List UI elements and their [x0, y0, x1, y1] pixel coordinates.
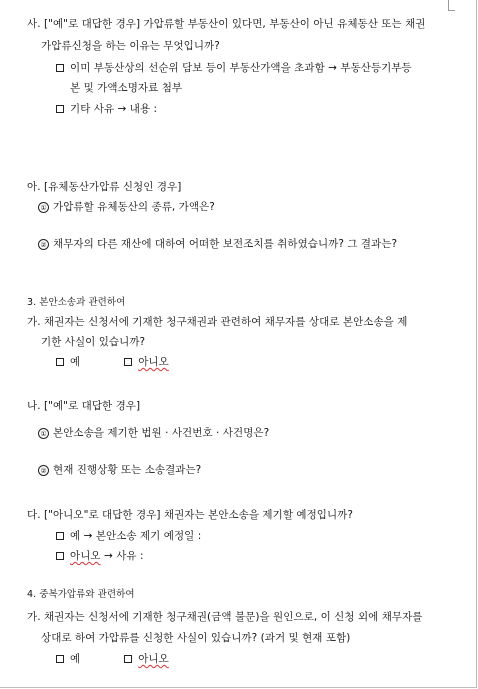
question-4-ga-line1: 가. 채권자는 신청서에 기재한 청구채권(금액 불문)을 원인으로, 이 신청 외에 채무자를	[27, 611, 423, 623]
question-3-na-item1-text: 본안소송을 제기한 법원 · 사건번호 · 사건명은?	[53, 427, 270, 439]
option-senior-security-label: 이미 부동산상의 선순위 담보 등이 부동산가액을 초과함 → 부동산등기부등	[70, 62, 412, 74]
checkbox-no-reason[interactable]	[56, 552, 64, 560]
label-no: 아니오	[138, 356, 169, 368]
checkbox-senior-security[interactable]	[56, 64, 64, 72]
checkbox-yes[interactable]	[56, 655, 64, 663]
label-no: 아니오	[138, 653, 169, 665]
option-other-reason	[56, 102, 157, 116]
circled-number-1: ①	[38, 428, 49, 439]
question-3-na: 나. ["예"로 대답한 경우]	[27, 400, 141, 412]
question-3-ga-line1: 가. 채권자는 신청서에 기재한 청구채권과 관련하여 채무자를 상대로 본안소송을 제	[27, 316, 408, 328]
question-3-na-item2-text: 현재 진행상황 또는 소송결과는?	[53, 464, 202, 476]
checkbox-yes-planned[interactable]	[56, 532, 64, 540]
circled-number-2: ②	[38, 465, 49, 476]
page-corner-marker	[448, 0, 455, 11]
checkbox-other-reason[interactable]	[56, 105, 64, 113]
checkbox-no[interactable]	[124, 655, 132, 663]
question-3-na-item2	[38, 463, 201, 477]
answer-4-ga	[56, 652, 169, 666]
label-no-reason-no: 아니오	[70, 550, 101, 562]
question-a-item1-text: 가압류할 유체동산의 종류, 가액은?	[53, 201, 215, 213]
question-3-na-item1	[38, 426, 269, 440]
answer-3-da-no	[56, 549, 144, 563]
question-a-item2	[38, 237, 397, 251]
label-yes-planned: 예 → 본안소송 제기 예정일 :	[70, 530, 202, 542]
question-a: 아. [유체동산가압류 신청인 경우]	[27, 181, 182, 193]
question-sa-line1: 사. ["예"로 대답한 경우] 가압류할 부동산이 있다면, 부동산이 아닌 유체동산 또는 채권	[27, 18, 426, 30]
question-a-item1	[38, 200, 215, 214]
option-senior-security-line2: 본 및 가액소명자료 첨부	[70, 82, 183, 94]
option-other-reason-label: 기타 사유 → 내용 :	[70, 103, 158, 115]
label-yes: 예	[70, 356, 81, 368]
question-sa-line2: 가압류신청을 하는 이유는 무엇입니까?	[41, 40, 220, 52]
section-3-heading: 3. 본안소송과 관련하여	[27, 297, 126, 308]
answer-3-ga	[56, 355, 169, 369]
question-3-da: 다. ["아니오"로 대답한 경우] 채권자는 본안소송을 제기할 예정입니까?	[27, 509, 353, 521]
answer-3-da-yes	[56, 529, 201, 543]
checkbox-yes[interactable]	[56, 358, 64, 366]
question-3-ga-line2: 기한 사실이 있습니까?	[41, 336, 146, 348]
circled-number-1: ①	[38, 202, 49, 213]
question-a-item2-text: 채무자의 다른 재산에 대하여 어떠한 보전조치를 취하였습니까? 그 결과는?	[53, 238, 398, 250]
question-4-ga-line2: 상대로 하여 가압류를 신청한 사실이 있습니까? (과거 및 현재 포함)	[41, 632, 351, 644]
label-no-reason-rest: → 사유 :	[100, 550, 144, 562]
option-senior-security	[56, 61, 412, 75]
circled-number-2: ②	[38, 239, 49, 250]
label-yes: 예	[70, 653, 81, 665]
checkbox-no[interactable]	[124, 358, 132, 366]
section-4-heading: 4. 중복가압류와 관련하여	[27, 589, 135, 600]
